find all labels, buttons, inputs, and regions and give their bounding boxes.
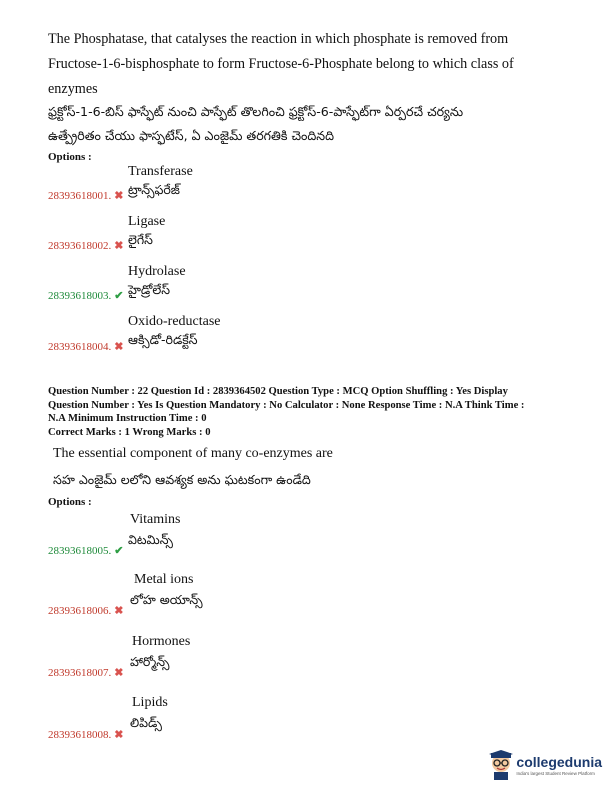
option-text-telugu: ట్రాన్స్‌ఫరేజ్ [128, 182, 180, 197]
options-label: Options : [48, 496, 92, 508]
option-row[interactable] [48, 601, 123, 619]
option-text-telugu: హార్మోన్స్ [130, 654, 170, 669]
option-text-telugu: ఆక్సిడో-రిడక్టేస్ [128, 332, 198, 347]
option-text: Hormones [132, 634, 191, 649]
option-row[interactable] [48, 236, 123, 254]
question-text-line: enzymes [48, 81, 98, 97]
option-text: Lipids [132, 695, 168, 710]
collegedunia-logo[interactable] [486, 750, 602, 780]
student-mascot-icon [486, 750, 516, 780]
option-text-telugu: లోహ అయాన్స్ [130, 592, 203, 607]
option-text-telugu: లైగేస్ [128, 232, 153, 247]
meta-line: Question Number : Yes Is Question Mandatory : No Calculator : None Response Time : N.A Think Time : [48, 399, 525, 411]
option-text: Vitamins [130, 512, 181, 527]
question-text-line: Fructose-1-6-bisphosphate to form Fructose-6-Phosphate belong to which class of [48, 56, 514, 72]
question-text-line: The Phosphatase, that catalyses the reaction in which phosphate is removed from [48, 31, 509, 47]
wrong-mark-icon: ✖ [114, 240, 124, 252]
option-id: 28393618003. [48, 290, 112, 302]
wrong-mark-icon: ✖ [114, 729, 124, 741]
question-text-telugu: ఫ్రక్టోస్-1-6-బిస్ ఫాస్ఫేట్ నుంచి పాస్ఫేట్ తొలగించి ఫ్రక్టోస్-6-పాస్ఫేట్‌గా ఏర్పరచే చర్యను [48, 104, 464, 119]
option-id: 28393618007. [48, 667, 112, 679]
option-id: 28393618008. [48, 729, 112, 741]
logo-name: collegedunia [516, 754, 602, 770]
wrong-mark-icon: ✖ [114, 667, 124, 679]
option-id: 28393618002. [48, 240, 112, 252]
question-text-telugu: ఉత్ప్రేరితం చేయు ఫాస్ఫటేస్, ఏ ఎంజైమ్ తరగతికి చెందినది [48, 128, 335, 143]
option-text: Ligase [128, 214, 166, 229]
wrong-mark-icon: ✖ [114, 605, 124, 617]
wrong-mark-icon: ✖ [114, 341, 124, 353]
options-label: Options : [48, 151, 92, 163]
option-row[interactable] [48, 286, 123, 304]
option-row[interactable] [48, 725, 123, 743]
option-text-telugu: విటమిన్స్ [128, 532, 174, 547]
option-row[interactable] [48, 337, 123, 355]
question-meta [48, 385, 573, 439]
option-row[interactable] [48, 541, 123, 559]
option-id: 28393618004. [48, 341, 112, 353]
option-row[interactable] [48, 663, 123, 681]
logo-tagline: India's largest Student Review Platform [516, 771, 595, 776]
question-text: The essential component of many co-enzymes are [53, 446, 333, 461]
check-mark-icon: ✔ [114, 290, 124, 302]
option-text: Oxido-reductase [128, 314, 221, 329]
meta-line: N.A Minimum Instruction Time : 0 [48, 413, 207, 424]
option-text: Transferase [128, 164, 193, 179]
option-row[interactable] [48, 186, 123, 204]
option-text-telugu: లిపిడ్స్ [130, 715, 162, 730]
option-id: 28393618005. [48, 545, 112, 557]
wrong-mark-icon: ✖ [114, 190, 124, 202]
meta-line: Correct Marks : 1 Wrong Marks : 0 [48, 426, 211, 438]
question-text-telugu: సహ ఎంజైమ్ లలోని ఆవశ్యక అను ఘటకంగా ఉండేది [53, 472, 311, 487]
option-text: Metal ions [134, 572, 194, 587]
option-id: 28393618001. [48, 190, 112, 202]
meta-line: Question Number : 22 Question Id : 2839364502 Question Type : MCQ Option Shuffling : Yes Display [48, 386, 508, 397]
check-mark-icon: ✔ [114, 545, 124, 557]
option-text: Hydrolase [128, 264, 186, 279]
option-text-telugu: హైడ్రోలేస్ [128, 282, 171, 297]
option-id: 28393618006. [48, 605, 112, 617]
